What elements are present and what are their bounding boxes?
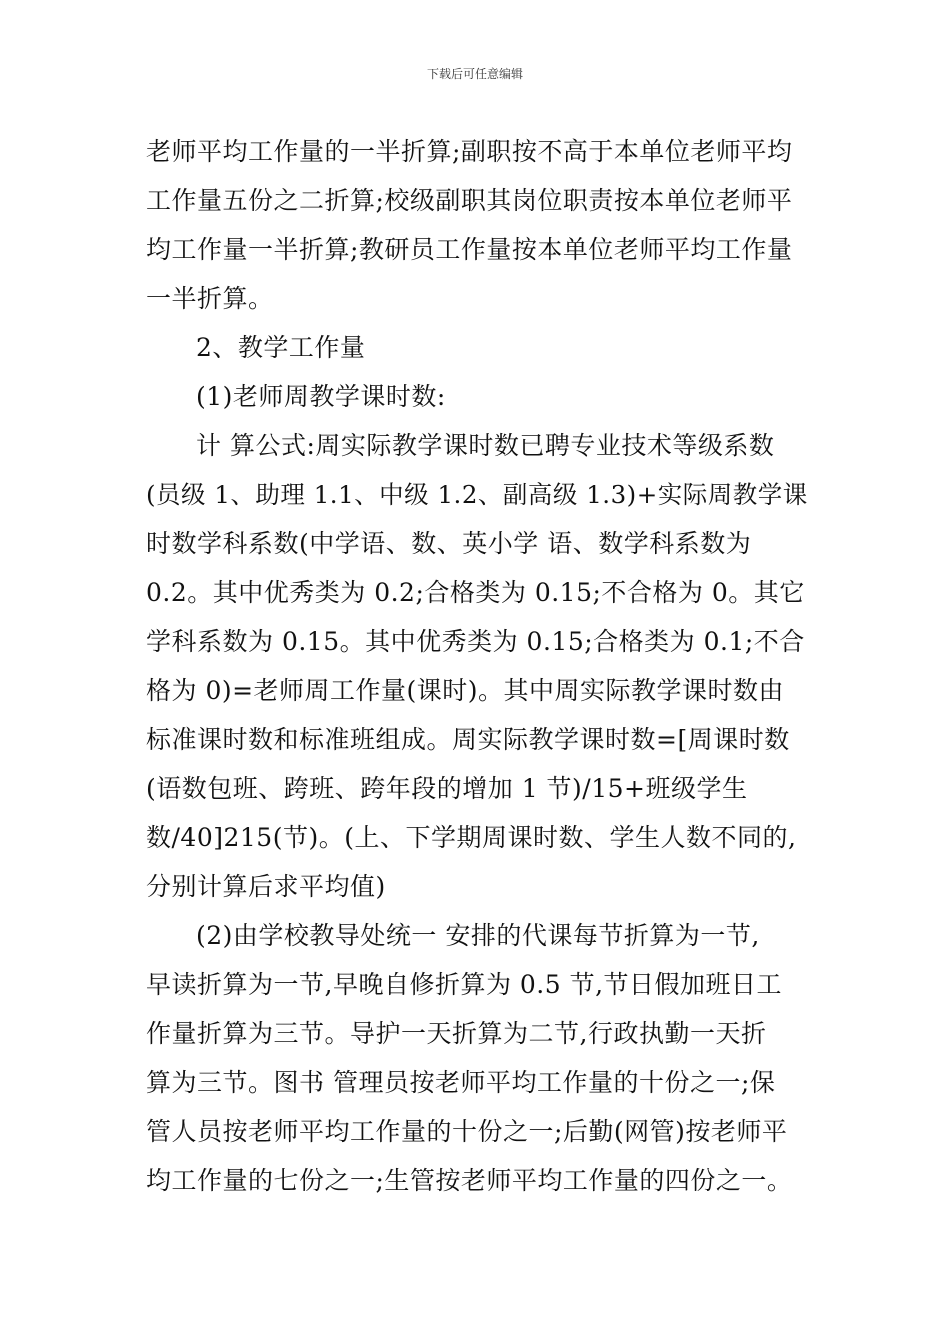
- text-line: 时数学科系数(中学语、数、英小学 语、数学科系数为: [146, 529, 752, 558]
- text-line: 算为三节。图书 管理员按老师平均工作量的十份之一;保: [146, 1068, 776, 1097]
- text-line: 0.2。其中优秀类为 0.2;合格类为 0.15;不合格为 0。其它: [146, 578, 805, 607]
- text-line: 均工作量一半折算;教研员工作量按本单位老师平均工作量: [146, 235, 793, 264]
- page-header: 下载后可任意编辑: [426, 67, 523, 81]
- document-body: [146, 127, 814, 1205]
- text-line: 管人员按老师平均工作量的十份之一;后勤(网管)按老师平: [146, 1117, 788, 1146]
- text-line: (员级 1、助理 1.1、中级 1.2、副高级 1.3)+实际周教学课: [146, 480, 808, 509]
- text-line: 标准课时数和标准班组成。周实际教学课时数=[周课时数: [146, 725, 790, 754]
- subsection-heading: (1)老师周教学课时数:: [196, 382, 446, 411]
- text-line: 老师平均工作量的一半折算;副职按不高于本单位老师平均: [146, 137, 793, 166]
- text-line: 作量折算为三节。导护一天折算为二节,行政执勤一天折: [146, 1019, 767, 1048]
- text-line: 学科系数为 0.15。其中优秀类为 0.15;合格类为 0.1;不合: [146, 627, 805, 656]
- text-line: 格为 0)=老师周工作量(课时)。其中周实际教学课时数由: [146, 676, 785, 705]
- text-line: (2)由学校教导处统一 安排的代课每节折算为一节,: [196, 921, 760, 950]
- text-line: 分别计算后求平均值): [146, 872, 386, 901]
- text-line: (语数包班、跨班、跨年段的增加 1 节)/15+班级学生: [146, 774, 748, 803]
- text-line: 工作量五份之二折算;校级副职其岗位职责按本单位老师平: [146, 186, 793, 215]
- text-line: 早读折算为一节,早晚自修折算为 0.5 节,节日假加班日工: [146, 970, 783, 999]
- text-line: 均工作量的七份之一;生管按老师平均工作量的四份之一。: [146, 1166, 793, 1195]
- text-line: 数/40]215(节)。(上、下学期周课时数、学生人数不同的,: [146, 823, 797, 852]
- section-heading: 2、教学工作量: [196, 333, 366, 362]
- text-line: 一半折算。: [146, 284, 274, 313]
- text-line: 计 算公式:周实际教学课时数已聘专业技术等级系数: [196, 431, 775, 460]
